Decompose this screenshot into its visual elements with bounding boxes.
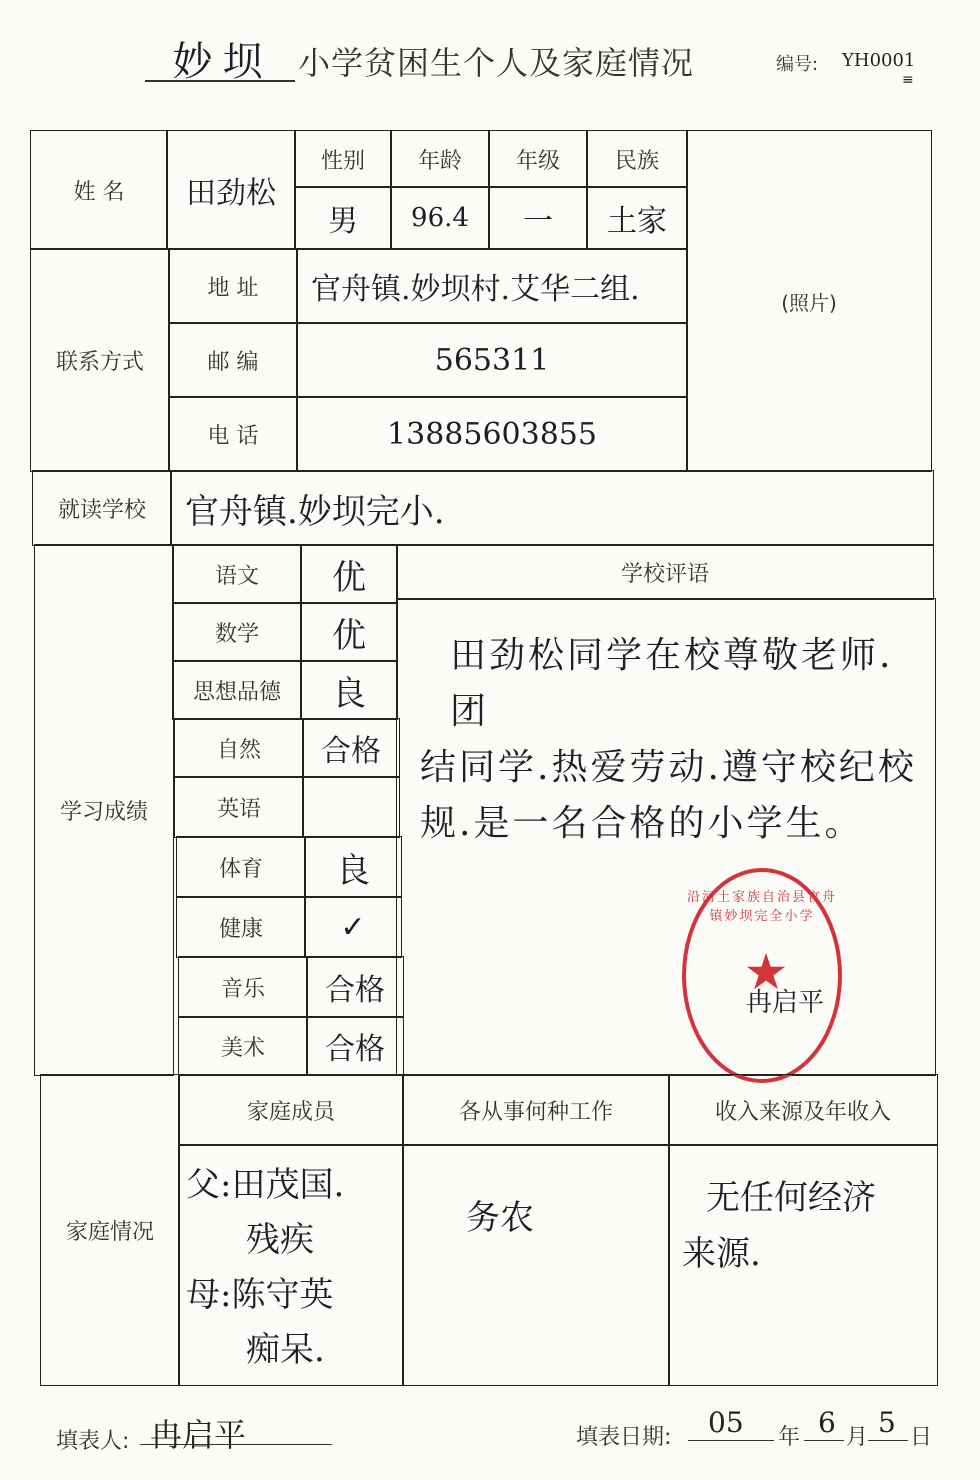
postcode-label: 邮 编 [168,322,298,398]
page-title: 小学贫困生个人及家庭情况 [298,44,695,82]
grade-label: 年级 [488,130,588,188]
date-label: 填表日期: [576,1425,672,1450]
day-underline [868,1440,908,1441]
income-line: 无任何经济 [706,1178,876,1218]
school-label: 就读学校 [32,470,172,546]
subject-score: 优 [300,544,398,604]
age-label: 年龄 [390,130,490,188]
grade-value: 一 [488,186,588,250]
postcode-value: 565311 [296,322,688,398]
job-value: 务农 [466,1198,534,1238]
members-value [186,1158,400,1378]
gender-label: 性别 [294,130,392,188]
subject-score: 优 [300,602,398,662]
subject-name: 数学 [172,602,302,662]
member-line: 父:田茂国. [186,1165,345,1205]
year-underline [688,1440,774,1441]
subject-score: 良 [300,660,398,720]
ethnicity-label: 民族 [586,130,688,188]
member-line: 痴呆. [246,1330,325,1370]
serial-value: YH0001 [842,50,916,71]
filler-value: 冉启平 [150,1416,247,1454]
age-value: 96.4 [390,186,490,250]
seal-signature: 冉启平 [746,988,825,1018]
subject-name: 美术 [178,1016,308,1076]
grades-section-label: 学习成绩 [34,544,174,1076]
filler-underline [140,1444,332,1445]
year-label: 年 [778,1425,801,1450]
serial-mark: ≡ [902,72,914,88]
subject-name: 语文 [172,544,302,604]
ethnicity-value: 土家 [586,186,688,250]
official-seal [682,868,842,1083]
member-line: 残疾 [246,1220,314,1260]
seal-text: 沿河土家族自治县官舟镇妙坝完全小学 [686,890,837,924]
month-label: 月 [846,1425,869,1450]
school-name: 妙坝 [172,39,273,85]
subject-score: 合格 [306,1016,404,1076]
subject-score: ✓ [304,896,402,958]
family-section-label: 家庭情况 [40,1074,180,1386]
subject-name: 思想品德 [172,660,302,720]
address-value: 官舟镇.妙坝村.艾华二组. [296,248,688,324]
job-header: 各从事何种工作 [402,1074,670,1146]
subject-name: 自然 [174,718,304,778]
member-line: 母:陈守英 [186,1275,334,1315]
members-header: 家庭成员 [178,1074,404,1146]
address-label: 地 址 [168,248,298,324]
comment-line: 结同学.热爱劳动.遵守校纪校 [420,747,917,788]
day-label: 日 [910,1425,933,1450]
name-value: 田劲松 [166,130,296,250]
school-name-underline [145,80,295,82]
phone-label: 电 话 [168,396,298,472]
comment-text [420,628,930,852]
year-value: 05 [708,1406,744,1439]
subject-score: 合格 [302,718,400,778]
subject-name: 健康 [176,896,306,958]
subject-score [302,776,400,838]
income-header: 收入来源及年收入 [668,1074,938,1146]
subject-score: 良 [304,836,402,898]
school-value: 官舟镇.妙坝完小. [170,470,934,546]
comment-line: 规.是一名合格的小学生。 [420,803,864,844]
job-cell [402,1144,670,1386]
income-value [682,1170,932,1282]
month-value: 6 [818,1406,836,1439]
subject-name: 音乐 [178,956,308,1018]
name-label: 姓 名 [30,130,168,250]
subject-name: 英语 [174,776,304,838]
subject-score: 合格 [306,956,404,1018]
subject-name: 体育 [176,836,306,898]
income-line: 来源. [682,1234,761,1274]
month-underline [804,1440,844,1441]
filler-label: 填表人: [56,1429,130,1454]
serial-label: 编号: [776,54,819,75]
photo-placeholder: (照片) [686,130,932,472]
day-value: 5 [878,1406,896,1439]
gender-value: 男 [294,186,392,250]
comment-header: 学校评语 [396,544,934,600]
phone-value: 13885603855 [296,396,688,472]
contact-section-label: 联系方式 [30,248,170,472]
comment-line: 田劲松同学在校尊敬老师.团 [450,635,894,732]
seal-star-icon: ★ [743,943,789,1001]
